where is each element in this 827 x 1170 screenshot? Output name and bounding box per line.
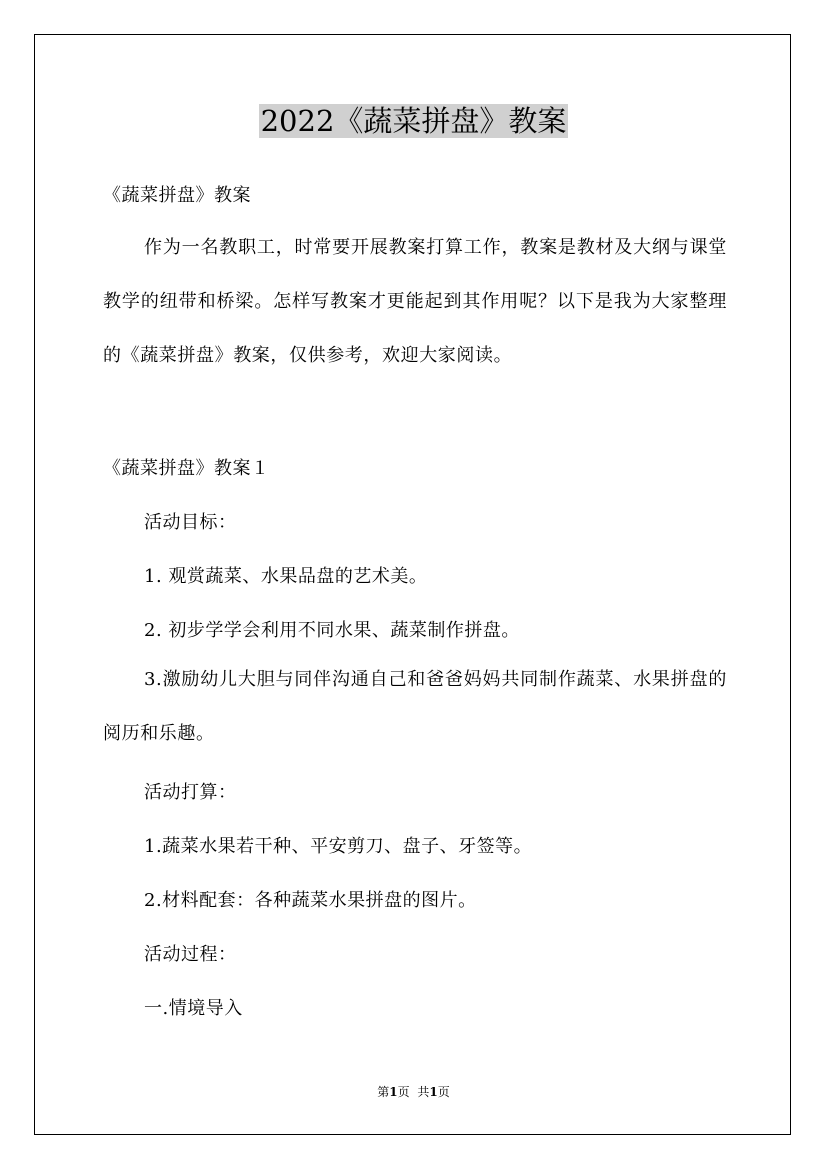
section-heading: 《蔬菜拼盘》教案１ xyxy=(103,458,270,479)
prep-item-2: 2.材料配套：各种蔬菜水果拼盘的图片。 xyxy=(144,890,477,911)
goals-heading: 活动目标： xyxy=(144,512,237,533)
total-suffix: 页 xyxy=(437,1085,450,1099)
title-text: 2022《蔬菜拼盘》教案 xyxy=(260,104,567,138)
page-total: 1 xyxy=(429,1085,438,1099)
page-footer xyxy=(0,1083,827,1100)
subtitle: 《蔬菜拼盘》教案 xyxy=(103,185,251,206)
prep-heading: 活动打算： xyxy=(144,782,237,803)
goal-item-2: 2. 初步学学会利用不同水果、蔬菜制作拼盘。 xyxy=(144,620,520,641)
total-prefix: 共 xyxy=(417,1085,430,1099)
document-title xyxy=(0,100,827,142)
process-heading: 活动过程： xyxy=(144,944,237,965)
process-item-1: 一.情境导入 xyxy=(144,998,243,1019)
page-current: 1 xyxy=(389,1085,398,1099)
goal-item-1: 1. 观赏蔬菜、水果品盘的艺术美。 xyxy=(144,566,428,587)
prep-item-1: 1.蔬菜水果若干种、平安剪刀、盘子、牙签等。 xyxy=(144,836,533,857)
intro-paragraph: 作为一名教职工，时常要开展教案打算工作，教案是教材及大纲与课堂教学的纽带和桥梁。怎样写教案才更能起到其作用呢？以下是我为大家整理的《蔬菜拼盘》教案，仅供参考，欢迎大家阅读。 xyxy=(103,237,727,366)
page-suffix: 页 xyxy=(397,1085,410,1099)
goal-item-3: 3.激励幼儿大胆与同伴沟通自己和爸爸妈妈共同制作蔬菜、水果拼盘的阅历和乐趣。 xyxy=(103,669,727,744)
page-prefix: 第 xyxy=(377,1085,390,1099)
